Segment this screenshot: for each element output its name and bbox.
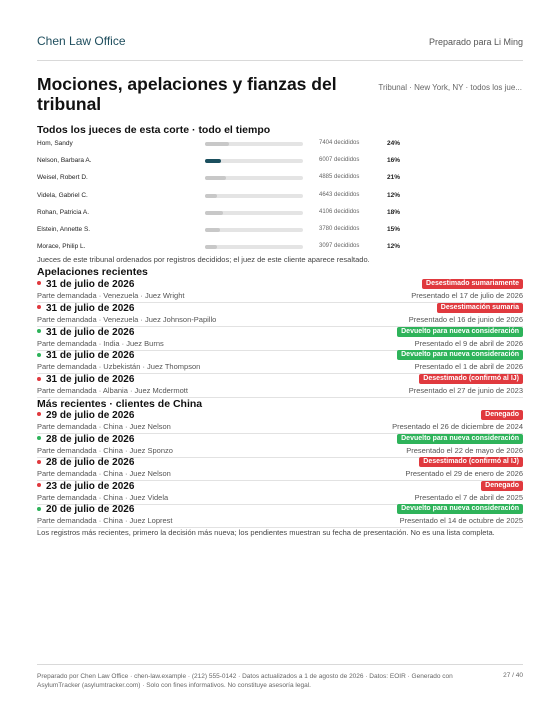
record-date: 28 de julio de 2026 [46, 457, 135, 469]
judge-name: Videla, Gabriel C. [37, 191, 88, 199]
judge-bar-track [205, 159, 303, 163]
status-dot-icon [37, 305, 41, 309]
page-footer [37, 664, 523, 690]
record-row [37, 456, 523, 481]
record-date-line [37, 504, 134, 515]
record-row [37, 302, 523, 327]
status-dot-icon [37, 281, 41, 285]
judges-note: Jueces de este tribunal ordenados por registros decididos; el juez de este cliente aparece resaltado. [37, 255, 370, 264]
judge-decided: 6007 decididos [319, 157, 360, 164]
status-badge: Denegado [481, 410, 523, 420]
record-row [37, 433, 523, 458]
record-date-line [37, 457, 134, 468]
record-filed: Presentado el 9 de abril de 2026 [414, 338, 523, 348]
record-date: 31 de julio de 2026 [46, 350, 135, 362]
judge-name: Weisel, Robert D. [37, 174, 88, 182]
record-filed: Presentado el 29 de enero de 2026 [405, 469, 523, 479]
record-date-line [37, 410, 134, 421]
record-date: 31 de julio de 2026 [46, 302, 135, 314]
judge-row [37, 223, 437, 240]
judge-decided: 4643 decididos [319, 191, 360, 198]
judge-name: Hom, Sandy [37, 140, 73, 147]
record-meta: Parte demandada · China · Juez Loprest [37, 516, 173, 526]
china-heading: Más recientes · clientes de China [37, 398, 203, 410]
record-filed: Presentado el 16 de junio de 2026 [408, 314, 523, 324]
record-date-line [37, 350, 134, 361]
judge-bar-track [205, 142, 303, 146]
record-date: 31 de julio de 2026 [46, 326, 135, 338]
record-date-line [37, 374, 134, 385]
record-row [37, 373, 523, 398]
record-date-line [37, 303, 134, 314]
judge-decided: 7404 decididos [319, 140, 360, 146]
status-badge: Devuelto para nueva consideración [397, 504, 523, 514]
court-label: Tribunal · New York, NY · todos los jue... [378, 83, 522, 92]
record-meta: Parte demandada · Uzbekistán · Juez Thompson [37, 362, 201, 372]
page-header [37, 34, 523, 61]
judge-bar-fill [205, 194, 217, 198]
status-badge: Devuelto para nueva consideración [397, 327, 523, 337]
appeals-heading: Apelaciones recientes [37, 266, 148, 278]
judge-percent: 12% [387, 243, 401, 251]
record-meta: Parte demandada · China · Juez Sponzo [37, 445, 173, 455]
record-date: 20 de julio de 2026 [46, 504, 135, 516]
judge-bar-fill [205, 211, 223, 215]
record-filed: Presentado el 22 de mayo de 2026 [406, 445, 523, 455]
judge-bar-track [205, 245, 303, 249]
judge-row [37, 189, 437, 206]
judge-percent: 21% [387, 174, 401, 182]
judge-percent: 12% [387, 191, 401, 199]
judge-decided: 3097 decididos [319, 243, 360, 250]
judge-row [37, 137, 437, 154]
record-meta: Parte demandada · Venezuela · Juez Wright [37, 291, 185, 300]
record-date-line [37, 434, 134, 445]
firm-name: Chen Law Office [37, 34, 126, 48]
judge-bar-fill [205, 245, 217, 249]
record-filed: Presentado el 7 de abril de 2025 [414, 492, 523, 502]
judge-decided: 3780 decididos [319, 225, 360, 232]
status-dot-icon [37, 353, 41, 357]
judge-bar-fill [205, 142, 229, 146]
judge-decided: 4106 decididos [319, 208, 360, 215]
judge-row [37, 206, 437, 223]
record-date: 28 de julio de 2026 [46, 433, 135, 445]
record-date-line [37, 481, 134, 492]
judge-percent: 16% [387, 157, 401, 165]
status-dot-icon [37, 436, 41, 440]
record-meta: Parte demandada · India · Juez Burns [37, 338, 164, 348]
judge-decided: 4885 decididos [319, 174, 360, 181]
judge-bar-track [205, 211, 303, 215]
status-dot-icon [37, 377, 41, 381]
record-row [37, 409, 523, 434]
record-meta: Parte demandada · China · Juez Nelson [37, 422, 171, 431]
status-dot-icon [37, 412, 41, 416]
record-date-line [37, 327, 134, 338]
status-dot-icon [37, 460, 41, 464]
judge-bar-track [205, 228, 303, 232]
status-badge: Desestimación sumaria [437, 303, 523, 313]
judge-row [37, 154, 437, 171]
record-filed: Presentado el 26 de diciembre de 2024 [392, 422, 523, 431]
status-badge: Devuelto para nueva consideración [397, 434, 523, 444]
judge-bar-track [205, 176, 303, 180]
page-title: Mociones, apelaciones y fianzas del tribunal [37, 74, 337, 114]
record-filed: Presentado el 17 de julio de 2026 [411, 291, 523, 300]
judge-bar-fill [205, 159, 221, 163]
status-badge: Desestimado (confirmó al IJ) [419, 374, 523, 384]
record-meta: Parte demandada · China · Juez Videla [37, 492, 169, 502]
record-meta: Parte demandada · China · Juez Nelson [37, 469, 171, 479]
page-number: 27 / 40 [503, 672, 523, 679]
record-date: 29 de julio de 2026 [46, 410, 135, 421]
judge-bar-track [205, 194, 303, 198]
judge-row [37, 171, 437, 188]
record-row [37, 326, 523, 351]
judge-percent: 18% [387, 208, 401, 216]
record-row [37, 503, 523, 528]
judge-percent: 15% [387, 225, 401, 233]
record-row [37, 349, 523, 374]
status-dot-icon [37, 483, 41, 487]
prepared-for: Preparado para Li Ming [428, 37, 523, 47]
judge-bar-fill [205, 228, 220, 232]
record-filed: Presentado el 14 de octubre de 2025 [399, 516, 523, 526]
record-date: 31 de julio de 2026 [46, 279, 135, 290]
record-meta: Parte demandada · Venezuela · Juez Johnson-Papillo [37, 314, 217, 324]
status-badge: Denegado [481, 481, 523, 491]
record-row [37, 278, 523, 303]
judge-name: Elstein, Annette S. [37, 225, 91, 233]
record-date: 23 de julio de 2026 [46, 480, 135, 492]
footer-text: Preparado por Chen Law Office · chen-law.example · (212) 555-0142 · Datos actualizados a 1 de agosto de 2026 · Datos: EOIR · Generado con AsylumTracker (asylumtracker.com) · Solo con fines informativos. No constituye asesoría legal. [37, 673, 453, 689]
judge-percent: 24% [387, 140, 401, 147]
record-filed: Presentado el 27 de junio de 2023 [408, 386, 523, 396]
judges-heading: Todos los jueces de esta corte · todo el tiempo [37, 124, 271, 136]
judge-name: Morace, Philip L. [37, 243, 86, 251]
status-dot-icon [37, 507, 41, 511]
record-meta: Parte demandada · Albania · Juez Mcdermott [37, 386, 188, 396]
record-date-line [37, 279, 134, 290]
record-filed: Presentado el 1 de abril de 2026 [414, 362, 523, 372]
judge-name: Nelson, Barbara A. [37, 157, 92, 165]
judge-name: Rohan, Patricia A. [37, 208, 90, 216]
china-note: Los registros más recientes, primero la decisión más nueva; los pendientes muestran su fecha de presentación. No es una lista completa. [37, 528, 495, 537]
status-badge: Desestimado sumariamente [422, 279, 523, 289]
status-badge: Desestimado (confirmó al IJ) [419, 457, 523, 467]
status-dot-icon [37, 329, 41, 333]
status-badge: Devuelto para nueva consideración [397, 350, 523, 360]
record-date: 31 de julio de 2026 [46, 374, 135, 386]
record-row [37, 480, 523, 505]
judge-bar-fill [205, 176, 226, 180]
judges-list [37, 137, 437, 257]
